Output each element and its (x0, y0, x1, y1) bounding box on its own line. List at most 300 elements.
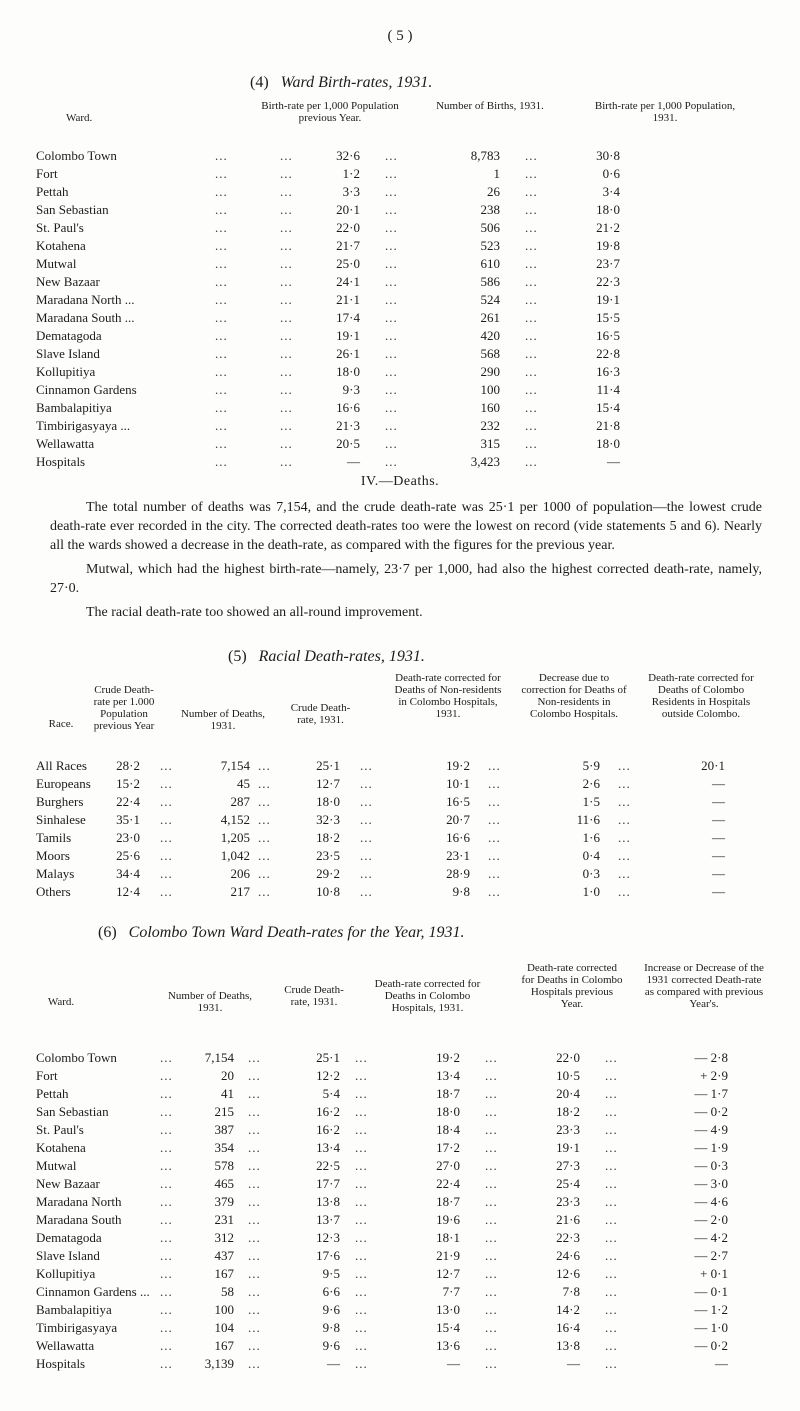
deaths-count: 217 (230, 884, 250, 899)
ward-name: San Sebastian (36, 202, 109, 217)
birth-rate-1931: 16·3 (596, 364, 620, 379)
change-value: — 2·7 (694, 1248, 728, 1263)
leader-dots: ... (160, 1176, 173, 1191)
leader-dots: ... (215, 148, 228, 163)
table6-row (0, 1193, 800, 1211)
leader-dots: ... (525, 256, 538, 271)
leader-dots: ... (485, 1176, 498, 1191)
corrected-prev: 16·4 (556, 1320, 580, 1335)
leader-dots: ... (355, 1194, 368, 1209)
corrected-rate: 13·4 (436, 1068, 460, 1083)
leader-dots: ... (605, 1086, 618, 1101)
leader-dots: ... (160, 866, 173, 881)
leader-dots: ... (360, 848, 373, 863)
leader-dots: ... (215, 454, 228, 469)
table6-row (0, 1283, 800, 1301)
leader-dots: ... (488, 812, 501, 827)
leader-dots: ... (360, 830, 373, 845)
leader-dots: ... (215, 166, 228, 181)
deaths-count: 104 (214, 1320, 234, 1335)
table4-row (0, 327, 800, 345)
leader-dots: ... (525, 328, 538, 343)
table5-header-decrease: Decrease due to correction for Deaths of Non-residents in Colombo Hospitals. (521, 672, 627, 720)
corrected-residents: — (712, 866, 725, 881)
prev-birth-rate: 21·1 (336, 292, 360, 307)
prev-birth-rate: 20·5 (336, 436, 360, 451)
table4-row (0, 237, 800, 255)
table4-row (0, 255, 800, 273)
leader-dots: ... (618, 884, 631, 899)
birth-rate-1931: 22·8 (596, 346, 620, 361)
change-value: — 2·8 (694, 1050, 728, 1065)
birth-rate-1931: 11·4 (596, 382, 620, 397)
table5-header-deaths: Number of Deaths, 1931. (180, 708, 265, 732)
table5-header-crude-1931: Crude Death-rate, 1931. (290, 702, 351, 726)
ward-name: Maradana North (36, 1194, 122, 1209)
leader-dots: ... (160, 1212, 173, 1227)
crude-1931: 29·2 (316, 866, 340, 881)
leader-dots: ... (525, 202, 538, 217)
table6-row (0, 1229, 800, 1247)
leader-dots: ... (280, 454, 293, 469)
crude-1931: 23·5 (316, 848, 340, 863)
leader-dots: ... (525, 382, 538, 397)
table4-row (0, 201, 800, 219)
ward-name: Kollupitiya (36, 1266, 96, 1281)
deaths-count: 100 (214, 1302, 234, 1317)
table5-title: Racial Death-rates, 1931. (258, 648, 425, 665)
table4-row (0, 345, 800, 363)
prev-birth-rate: 22·0 (336, 220, 360, 235)
leader-dots: ... (525, 364, 538, 379)
birth-rate-1931: 23·7 (596, 256, 620, 271)
table6-title: Colombo Town Ward Death-rates for the Year, 1931. (128, 924, 465, 941)
ward-name: Fort (36, 1068, 58, 1083)
birth-rate-1931: 19·1 (596, 292, 620, 307)
table4-row (0, 381, 800, 399)
table5-header-race: Race. (48, 718, 74, 730)
leader-dots: ... (355, 1158, 368, 1173)
leader-dots: ... (485, 1194, 498, 1209)
table6-row (0, 1103, 800, 1121)
corrected-prev: 24·6 (556, 1248, 580, 1263)
leader-dots: ... (160, 758, 173, 773)
table6-row (0, 1049, 800, 1067)
crude-1931: 32·3 (316, 812, 340, 827)
leader-dots: ... (488, 776, 501, 791)
ward-name: Colombo Town (36, 1050, 117, 1065)
leader-dots: ... (280, 400, 293, 415)
leader-dots: ... (605, 1230, 618, 1245)
change-value: — 1·7 (694, 1086, 728, 1101)
crude-rate: 5·4 (322, 1086, 340, 1101)
deaths-count: 379 (214, 1194, 234, 1209)
change-value: — 4·2 (694, 1230, 728, 1245)
ward-name: Timbirigasyaya ... (36, 418, 131, 433)
crude-rate: 13·8 (316, 1194, 340, 1209)
birth-rate-1931: 19·8 (596, 238, 620, 253)
crude-prev: 35·1 (116, 812, 140, 827)
leader-dots: ... (485, 1284, 498, 1299)
change-value: — 0·2 (694, 1104, 728, 1119)
section4-paragraph-1: The total number of deaths was 7,154, and the crude death-rate was 25·1 per 1000 of population—the lowest crude death-rate ever recorded in the city. The corrected death-rates too were the lowest on record (vide statements 5 and 6). Nearly all the wards showed a decrease in the death-rate, as compared with the figures for the previous year. (50, 500, 762, 553)
corrected-residents: — (712, 830, 725, 845)
leader-dots: ... (248, 1104, 261, 1119)
table4-row (0, 453, 800, 471)
leader-dots: ... (160, 1248, 173, 1263)
corrected-rate: 7·7 (442, 1284, 460, 1299)
leader-dots: ... (215, 256, 228, 271)
crude-prev: 22·4 (116, 794, 140, 809)
corrected-rate: 23·1 (446, 848, 470, 863)
leader-dots: ... (525, 292, 538, 307)
birth-rate-1931: 15·4 (596, 400, 620, 415)
corrected-prev: 22·0 (556, 1050, 580, 1065)
leader-dots: ... (248, 1176, 261, 1191)
leader-dots: ... (248, 1356, 261, 1371)
corrected-rate: 12·7 (436, 1266, 460, 1281)
leader-dots: ... (355, 1302, 368, 1317)
corrected-rate: 18·0 (436, 1104, 460, 1119)
table6-row (0, 1211, 800, 1229)
deaths-count: 437 (214, 1248, 234, 1263)
table4-row (0, 417, 800, 435)
deaths-count: 354 (214, 1140, 234, 1155)
crude-rate: 9·8 (322, 1320, 340, 1335)
crude-1931: 25·1 (316, 758, 340, 773)
crude-prev: 28·2 (116, 758, 140, 773)
corrected-prev: 23·3 (556, 1122, 580, 1137)
leader-dots: ... (160, 1068, 173, 1083)
leader-dots: ... (485, 1212, 498, 1227)
prev-birth-rate: 26·1 (336, 346, 360, 361)
table5-header-crude-prev: Crude Death-rate per 1.000 Population previous Year (93, 684, 155, 732)
table6-row (0, 1175, 800, 1193)
table4-number: (4) (250, 74, 269, 91)
leader-dots: ... (248, 1248, 261, 1263)
leader-dots: ... (485, 1356, 498, 1371)
table4-header-prev-rate: Birth-rate per 1,000 Population previous Year. (261, 100, 399, 124)
corrected-rate: 13·6 (436, 1338, 460, 1353)
corrected-prev: 18·2 (556, 1104, 580, 1119)
leader-dots: ... (280, 328, 293, 343)
births-count: 315 (480, 436, 500, 451)
birth-rate-1931: 18·0 (596, 202, 620, 217)
leader-dots: ... (248, 1320, 261, 1335)
ward-name: Dematagoda (36, 1230, 102, 1245)
leader-dots: ... (215, 274, 228, 289)
table6-row (0, 1157, 800, 1175)
leader-dots: ... (385, 292, 398, 307)
corrected-rate: 18·1 (436, 1230, 460, 1245)
table5-row (0, 865, 800, 883)
table6-row (0, 1265, 800, 1283)
deaths-count: 465 (214, 1176, 234, 1191)
leader-dots: ... (618, 758, 631, 773)
ward-name: Slave Island (36, 346, 100, 361)
page-number: ( 5 ) (387, 28, 413, 44)
crude-rate: 13·7 (316, 1212, 340, 1227)
corrected-prev: 21·6 (556, 1212, 580, 1227)
leader-dots: ... (355, 1068, 368, 1083)
birth-rate-1931: 18·0 (596, 436, 620, 451)
race-name: Others (36, 884, 71, 899)
deaths-count: 231 (214, 1212, 234, 1227)
leader-dots: ... (355, 1230, 368, 1245)
change-value: — 1·9 (694, 1140, 728, 1155)
crude-rate: 12·3 (316, 1230, 340, 1245)
leader-dots: ... (485, 1266, 498, 1281)
table6-header-ward: Ward. (47, 996, 75, 1008)
crude-1931: 10·8 (316, 884, 340, 899)
ward-name: Colombo Town (36, 148, 117, 163)
leader-dots: ... (605, 1356, 618, 1371)
change-value: — 1·2 (694, 1302, 728, 1317)
deaths-count: 7,154 (204, 1050, 234, 1065)
corrected-rate: 16·6 (446, 830, 470, 845)
leader-dots: ... (248, 1086, 261, 1101)
prev-birth-rate: — (347, 454, 360, 469)
table6-header-corrected: Death-rate corrected for Deaths in Colombo Hospitals, 1931. (374, 978, 481, 1014)
crude-prev: 34·4 (116, 866, 140, 881)
birth-rate-1931: 16·5 (596, 328, 620, 343)
deaths-count: 206 (230, 866, 250, 881)
prev-birth-rate: 18·0 (336, 364, 360, 379)
leader-dots: ... (215, 310, 228, 325)
prev-birth-rate: 21·3 (336, 418, 360, 433)
leader-dots: ... (160, 812, 173, 827)
crude-prev: 25·6 (116, 848, 140, 863)
leader-dots: ... (385, 148, 398, 163)
leader-dots: ... (360, 794, 373, 809)
leader-dots: ... (360, 866, 373, 881)
leader-dots: ... (248, 1212, 261, 1227)
corrected-rate: 20·7 (446, 812, 470, 827)
births-count: 232 (480, 418, 500, 433)
leader-dots: ... (215, 202, 228, 217)
leader-dots: ... (248, 1050, 261, 1065)
corrected-rate: 19·2 (436, 1050, 460, 1065)
leader-dots: ... (355, 1212, 368, 1227)
births-count: 586 (480, 274, 500, 289)
decrease-value: 0·4 (582, 848, 600, 863)
leader-dots: ... (485, 1248, 498, 1263)
leader-dots: ... (355, 1086, 368, 1101)
leader-dots: ... (385, 166, 398, 181)
birth-rate-1931: 22·3 (596, 274, 620, 289)
crude-rate: 17·7 (316, 1176, 340, 1191)
leader-dots: ... (280, 256, 293, 271)
corrected-prev: 20·4 (556, 1086, 580, 1101)
race-name: All Races (36, 758, 87, 773)
leader-dots: ... (160, 1050, 173, 1065)
leader-dots: ... (280, 418, 293, 433)
leader-dots: ... (385, 256, 398, 271)
ward-name: Slave Island (36, 1248, 100, 1263)
prev-birth-rate: 20·1 (336, 202, 360, 217)
corrected-rate: 19·6 (436, 1212, 460, 1227)
leader-dots: ... (215, 292, 228, 307)
section4-paragraph-3: The racial death-rate too showed an all-round improvement. (86, 605, 423, 620)
leader-dots: ... (605, 1068, 618, 1083)
leader-dots: ... (385, 184, 398, 199)
table5-row (0, 829, 800, 847)
leader-dots: ... (485, 1302, 498, 1317)
table4-caption (250, 74, 432, 92)
leader-dots: ... (360, 884, 373, 899)
leader-dots: ... (280, 202, 293, 217)
leader-dots: ... (488, 758, 501, 773)
leader-dots: ... (485, 1140, 498, 1155)
leader-dots: ... (258, 812, 271, 827)
crude-rate: 6·6 (322, 1284, 340, 1299)
corrected-prev: 27·3 (556, 1158, 580, 1173)
corrected-rate: 15·4 (436, 1320, 460, 1335)
ward-name: Maradana South (36, 1212, 122, 1227)
ward-name: Kotahena (36, 1140, 86, 1155)
corrected-residents: — (712, 812, 725, 827)
leader-dots: ... (525, 238, 538, 253)
race-name: Europeans (36, 776, 91, 791)
leader-dots: ... (248, 1284, 261, 1299)
ward-name: Kotahena (36, 238, 86, 253)
change-value: — 4·9 (694, 1122, 728, 1137)
ward-name: Maradana North ... (36, 292, 135, 307)
race-name: Moors (36, 848, 70, 863)
leader-dots: ... (280, 382, 293, 397)
table4-row (0, 273, 800, 291)
leader-dots: ... (618, 812, 631, 827)
table4-row (0, 435, 800, 453)
leader-dots: ... (215, 364, 228, 379)
births-count: 524 (480, 292, 500, 307)
leader-dots: ... (280, 364, 293, 379)
prev-birth-rate: 1·2 (342, 166, 360, 181)
leader-dots: ... (355, 1338, 368, 1353)
leader-dots: ... (385, 418, 398, 433)
table4-header-ward: Ward. (66, 112, 93, 124)
leader-dots: ... (605, 1122, 618, 1137)
crude-1931: 18·0 (316, 794, 340, 809)
corrected-rate: — (447, 1356, 460, 1371)
crude-1931: 12·7 (316, 776, 340, 791)
leader-dots: ... (605, 1212, 618, 1227)
leader-dots: ... (280, 166, 293, 181)
deaths-count: 4,152 (220, 812, 250, 827)
crude-rate: 22·5 (316, 1158, 340, 1173)
ward-name: Hospitals (36, 454, 86, 469)
leader-dots: ... (355, 1266, 368, 1281)
prev-birth-rate: 17·4 (336, 310, 360, 325)
leader-dots: ... (160, 1284, 173, 1299)
table6-header-deaths: Number of Deaths, 1931. (167, 990, 252, 1014)
leader-dots: ... (280, 310, 293, 325)
decrease-value: 1·6 (582, 830, 600, 845)
leader-dots: ... (258, 848, 271, 863)
race-name: Tamils (36, 830, 72, 845)
table6-number: (6) (98, 924, 117, 941)
deaths-count: 215 (214, 1104, 234, 1119)
leader-dots: ... (160, 1338, 173, 1353)
race-name: Sinhalese (36, 812, 86, 827)
decrease-value: 11·6 (576, 812, 600, 827)
crude-rate: 9·6 (322, 1338, 340, 1353)
ward-name: San Sebastian (36, 1104, 109, 1119)
leader-dots: ... (525, 148, 538, 163)
change-value: — 4·6 (694, 1194, 728, 1209)
decrease-value: 0·3 (582, 866, 600, 881)
ward-name: Pettah (36, 184, 69, 199)
leader-dots: ... (160, 1086, 173, 1101)
births-count: 290 (480, 364, 500, 379)
table5-row (0, 847, 800, 865)
leader-dots: ... (248, 1140, 261, 1155)
table5-header-corrected-residents: Death-rate corrected for Deaths of Colombo Residents in Hospitals outside Colombo. (648, 672, 754, 720)
leader-dots: ... (248, 1122, 261, 1137)
table6-row (0, 1301, 800, 1319)
deaths-count: 58 (221, 1284, 234, 1299)
crude-prev: 15·2 (116, 776, 140, 791)
crude-rate: 9·6 (322, 1302, 340, 1317)
change-value: — 3·0 (694, 1176, 728, 1191)
prev-birth-rate: 16·6 (336, 400, 360, 415)
ward-name: Fort (36, 166, 58, 181)
leader-dots: ... (160, 1140, 173, 1155)
birth-rate-1931: 3·4 (602, 184, 620, 199)
leader-dots: ... (160, 884, 173, 899)
births-count: 610 (480, 256, 500, 271)
change-value: — 1·0 (694, 1320, 728, 1335)
leader-dots: ... (525, 346, 538, 361)
leader-dots: ... (385, 436, 398, 451)
leader-dots: ... (605, 1050, 618, 1065)
leader-dots: ... (248, 1230, 261, 1245)
change-value: — 0·3 (694, 1158, 728, 1173)
leader-dots: ... (605, 1176, 618, 1191)
deaths-count: 20 (221, 1068, 234, 1083)
leader-dots: ... (355, 1176, 368, 1191)
leader-dots: ... (280, 292, 293, 307)
leader-dots: ... (160, 1104, 173, 1119)
crude-rate: 9·5 (322, 1266, 340, 1281)
ward-name: Bambalapitiya (36, 400, 112, 415)
births-count: 420 (480, 328, 500, 343)
leader-dots: ... (525, 274, 538, 289)
leader-dots: ... (215, 400, 228, 415)
leader-dots: ... (525, 454, 538, 469)
table5-row (0, 757, 800, 775)
leader-dots: ... (258, 866, 271, 881)
crude-rate: 16·2 (316, 1122, 340, 1137)
deaths-count: 7,154 (220, 758, 250, 773)
leader-dots: ... (360, 758, 373, 773)
deaths-count: 45 (237, 776, 250, 791)
leader-dots: ... (488, 794, 501, 809)
births-count: 261 (480, 310, 500, 325)
decrease-value: 5·9 (582, 758, 600, 773)
births-count: 3,423 (470, 454, 500, 469)
crude-rate: 12·2 (316, 1068, 340, 1083)
ward-name: Mutwal (36, 256, 77, 271)
births-count: 100 (480, 382, 500, 397)
table6-row (0, 1067, 800, 1085)
leader-dots: ... (258, 776, 271, 791)
table4-row (0, 219, 800, 237)
leader-dots: ... (385, 202, 398, 217)
leader-dots: ... (248, 1338, 261, 1353)
table4-row (0, 147, 800, 165)
leader-dots: ... (160, 1122, 173, 1137)
